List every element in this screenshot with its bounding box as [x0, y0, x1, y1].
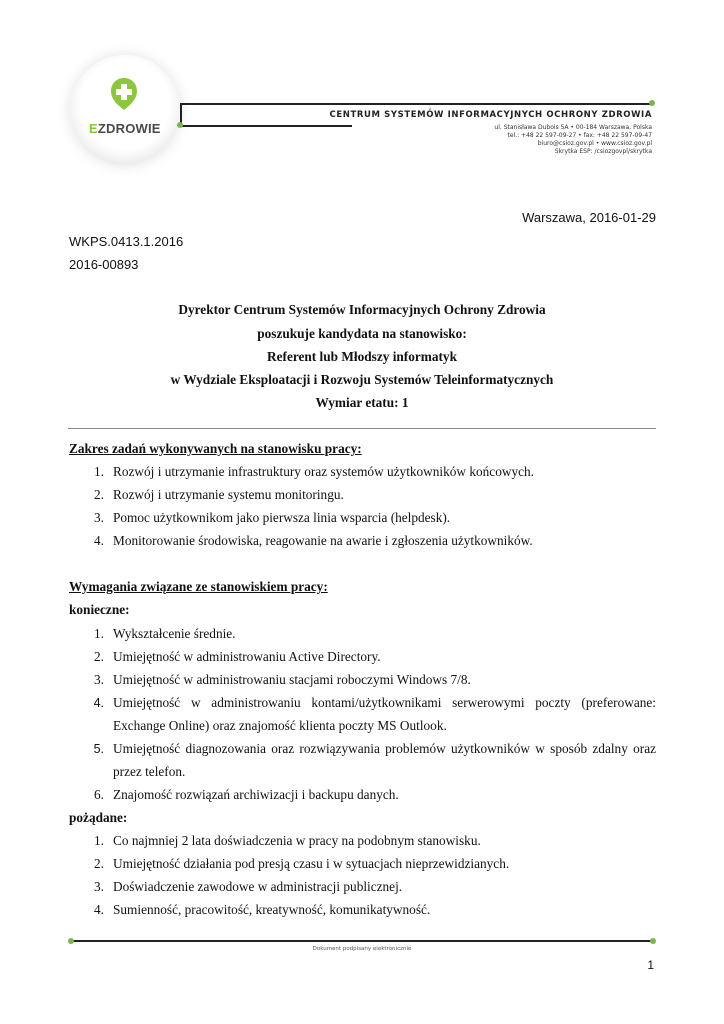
list-number: 1.: [94, 626, 104, 641]
list-number: 4.: [94, 902, 104, 917]
footer-rule: [71, 940, 653, 942]
tasks-heading: Zakres zadań wykonywanych na stanowisku pracy:: [69, 441, 362, 456]
list-item: Sumienność, pracowitość, kreatywność, komunikatywność.: [113, 902, 431, 917]
list-item: Rozwój i utrzymanie infrastruktury oraz systemów użytkowników końcowych.: [113, 464, 534, 479]
header-rule-bottom: [180, 125, 352, 127]
required-label: konieczne:: [69, 602, 130, 617]
esp-line: Skrytka ESP: /csiozgovpl/skrytka: [554, 148, 652, 155]
reference-number: WKPS.0413.1.2016: [69, 234, 184, 249]
list-item: Umiejętność w administrowaniu stacjami roboczymi Windows 7/8.: [113, 672, 471, 687]
title-line-4: w Wydziale Eksploatacji i Rozwoju Systemów Teleinformatycznych: [170, 372, 554, 387]
list-item: Umiejętność w administrowaniu Active Directory.: [113, 649, 381, 664]
list-number: 3.: [94, 879, 104, 894]
list-number: 4.: [93, 696, 104, 710]
list-number: 3.: [94, 510, 104, 525]
address-line: ul. Stanisława Dubois 5A • 00-184 Warszawa, Polska: [494, 124, 652, 131]
list-item: Umiejętność w administrowaniu kontami/użytkownikami serwerowymi poczty (preferowane:: [113, 695, 656, 710]
list-number: 1.: [94, 464, 104, 479]
list-item: Pomoc użytkownikom jako pierwsza linia wsparcia (helpdesk).: [113, 510, 451, 525]
list-number: 2.: [94, 487, 104, 502]
organization-name: CENTRUM SYSTEMÓW INFORMACYJNYCH OCHRONY ZDROWIA: [329, 110, 652, 120]
list-item: Doświadczenie zawodowe w administracji publicznej.: [113, 879, 403, 894]
header-rule-end-dot: [649, 100, 655, 106]
contact-line: tel.: +48 22 597-09-27 • fax: +48 22 597-09-47: [507, 132, 652, 139]
desired-label: pożądane:: [69, 810, 128, 825]
logo-wordmark: EZDROWIE: [89, 121, 161, 136]
list-item: Umiejętność działania pod presją czasu i w sytuacjach nieprzewidzianych.: [113, 856, 510, 871]
list-item: Co najmniej 2 lata doświadczenia w pracy na podobnym stanowisku.: [113, 833, 481, 848]
list-item-continuation: Exchange Online) oraz znajomość klienta poczty MS Outlook.: [113, 718, 447, 733]
list-number: 6.: [94, 787, 104, 802]
plus-cross-icon: [109, 76, 139, 112]
web-line: biuro@csioz.gov.pl • www.csioz.gov.pl: [537, 140, 652, 147]
page-number: 1: [647, 958, 654, 972]
list-item: Monitorowanie środowiska, reagowanie na awarie i zgłoszenia użytkowników.: [113, 533, 533, 548]
title-line-3: Referent lub Młodszy informatyk: [267, 349, 457, 364]
header-rule-start-dot: [177, 122, 183, 128]
title-line-1: Dyrektor Centrum Systemów Informacyjnych Ochrony Zdrowia: [178, 302, 546, 317]
list-number: 1.: [94, 833, 104, 848]
list-number: 5.: [93, 742, 104, 756]
list-item: Znajomość rozwiązań archiwizacji i backupu danych.: [113, 787, 399, 802]
list-item: Umiejętność diagnozowania oraz rozwiązywania problemów użytkowników w sposób zdalny oraz: [113, 741, 656, 756]
list-number: 2.: [94, 649, 104, 664]
title-line-5: Wymiar etatu: 1: [315, 395, 409, 410]
requirements-heading: Wymagania związane ze stanowiskiem pracy:: [69, 579, 328, 594]
list-item-continuation: przez telefon.: [113, 764, 186, 779]
footer-rule-start-dot: [68, 938, 74, 944]
electronic-signature-note: Dokument podpisany elektronicznie: [312, 946, 412, 952]
title-line-2: poszukuje kandydata na stanowisko:: [257, 326, 467, 341]
list-item: Wykształcenie średnie.: [113, 626, 236, 641]
list-number: 2.: [94, 856, 104, 871]
place-date: Warszawa, 2016-01-29: [522, 210, 656, 225]
case-number: 2016-00893: [69, 257, 139, 272]
footer-rule-end-dot: [650, 938, 656, 944]
header-rule-top: [180, 103, 652, 105]
list-item: Rozwój i utrzymanie systemu monitoringu.: [113, 487, 344, 502]
section-divider: [68, 428, 656, 429]
list-number: 4.: [94, 533, 104, 548]
list-number: 3.: [94, 672, 104, 687]
